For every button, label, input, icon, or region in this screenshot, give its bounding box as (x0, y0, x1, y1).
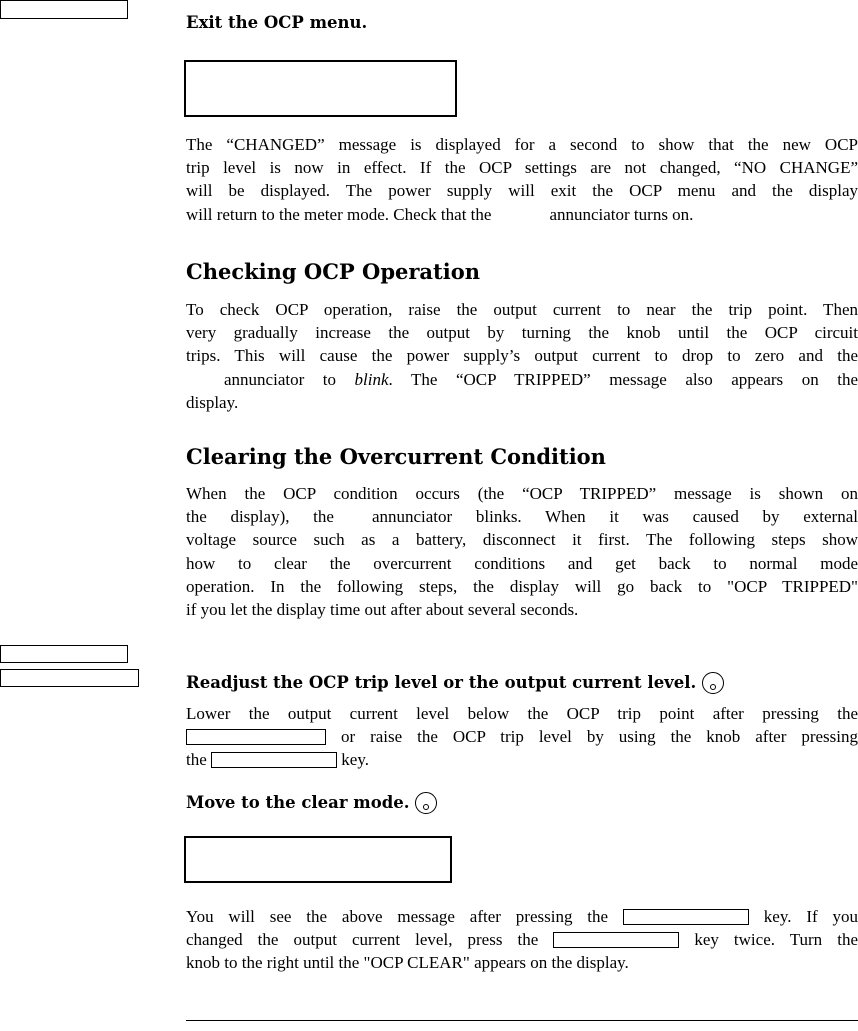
footer-rule (186, 1020, 858, 1021)
text-segment: key. (341, 750, 369, 770)
text-line: very gradually increase the output by turning the knob until the OCP circuit (186, 323, 858, 343)
text-line: will be displayed. The power supply will exit the OCP menu and the display (186, 181, 858, 201)
text-line: how to clear the overcurrent conditions and get back to normal mode (186, 553, 858, 573)
text-line: if you let the display time out after about several seconds. (186, 600, 579, 620)
inline-key-box[interactable] (553, 932, 679, 948)
text-line (186, 505, 858, 528)
text-line (186, 905, 858, 928)
text-segment: will return to the meter mode. Check that the (186, 204, 492, 224)
emphasis-blink: blink (354, 369, 389, 389)
ocp-key-box-top[interactable] (0, 0, 128, 19)
text-segment: the (186, 750, 207, 770)
display-panel-ocp-clear (184, 836, 452, 883)
text-line: The “CHANGED” message is displayed for a second to show that the new OCP (186, 135, 858, 154)
paragraph-you-will-see (186, 905, 858, 975)
step-readjust-ocp (186, 672, 724, 694)
text-segment: . The “OCP TRIPPED” message also appears on the (388, 369, 858, 389)
text-line (186, 748, 858, 771)
inline-key-box[interactable] (211, 752, 337, 768)
paragraph-clearing-condition (186, 482, 858, 621)
text-line: voltage source such as a battery, disconnect it first. The following steps show (186, 530, 858, 550)
text-line: Lower the output current level below the OCP trip point after pressing the (186, 704, 858, 723)
text-line: When the OCP condition occurs (the “OCP TRIPPED” message is shown on (186, 484, 858, 503)
text-segment: changed the output current level, press the (186, 930, 539, 950)
text-line (186, 203, 858, 226)
heading-clearing-overcurrent: Clearing the Overcurrent Condition (186, 444, 606, 469)
text-segment: key. If you (763, 907, 858, 926)
text-segment: annunciator blinks. When it was caused by external (371, 507, 858, 527)
text-segment: the display), the (186, 507, 334, 527)
text-line: knob to the right until the "OCP CLEAR" appears on the display. (186, 953, 629, 973)
heading-checking-ocp-operation: Checking OCP Operation (186, 259, 480, 284)
inline-key-box[interactable] (186, 729, 326, 745)
text-line: To check OCP operation, raise the output current to near the trip point. Then (186, 300, 858, 319)
text-line (186, 368, 858, 391)
text-segment: annunciator to (224, 369, 336, 389)
step-move-clear-mode (186, 792, 437, 814)
key-box-margin-2[interactable] (0, 669, 139, 687)
step-exit-ocp-menu: Exit the OCP menu. (186, 13, 368, 32)
text-line: trips. This will cause the power supply’s output current to drop to zero and the (186, 346, 858, 366)
text-segment: or raise the OCP trip level by using the knob after pressing (340, 727, 858, 747)
display-panel-changed (184, 60, 457, 117)
text-line: trip level is now in effect. If the OCP settings are not changed, “NO CHANGE” (186, 158, 858, 178)
knob-icon[interactable] (415, 792, 437, 814)
inline-key-box[interactable] (623, 909, 749, 925)
text-segment: annunciator turns on. (549, 204, 694, 224)
knob-icon[interactable] (702, 672, 724, 694)
step-readjust-label: Readjust the OCP trip level or the output current level. (186, 673, 697, 692)
text-line: operation. In the following steps, the display will go back to "OCP TRIPPED" (186, 576, 858, 596)
text-line: display. (186, 392, 239, 412)
text-line (186, 928, 858, 951)
step-move-clear-label: Move to the clear mode. (186, 793, 410, 812)
paragraph-changed-message (186, 133, 858, 226)
paragraph-checking-ocp (186, 298, 858, 414)
text-segment: key twice. Turn the (694, 930, 858, 950)
paragraph-lower-output (186, 702, 858, 772)
text-segment: You will see the above message after pressing the (186, 907, 609, 926)
text-line (186, 725, 858, 748)
key-box-margin-1[interactable] (0, 645, 128, 663)
